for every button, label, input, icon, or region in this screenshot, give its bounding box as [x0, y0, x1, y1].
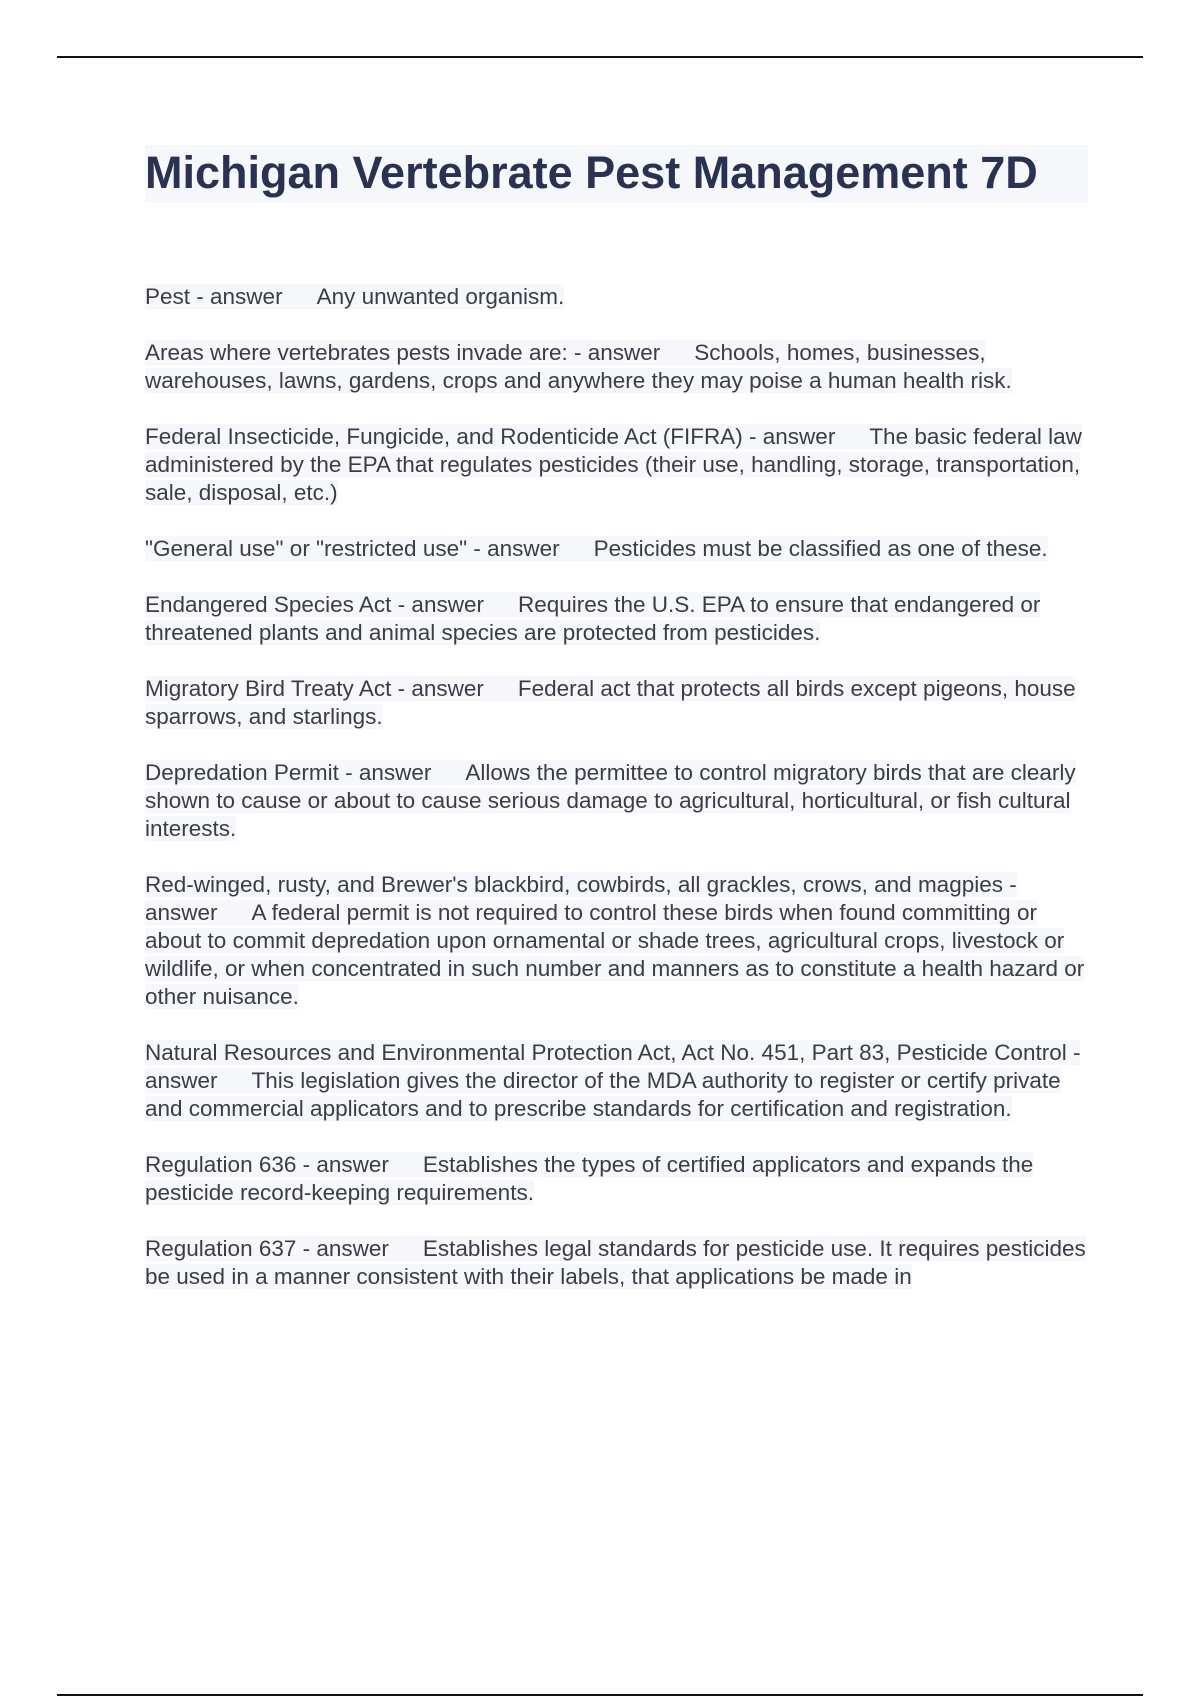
qa-item [145, 339, 1088, 395]
qa-item [145, 759, 1088, 843]
qa-separator: - answer [567, 340, 661, 365]
qa-term: Areas where vertebrates pests invade are: [145, 340, 568, 365]
qa-separator: - answer [742, 424, 836, 449]
qa-term: Depredation Permit [145, 760, 339, 785]
qa-item [145, 591, 1088, 647]
qa-term: Regulation 637 [145, 1236, 297, 1261]
qa-separator: - answer [338, 760, 432, 785]
qa-list [145, 283, 1088, 1291]
qa-term: "General use" or "restricted use" [145, 536, 468, 561]
page-bottom-rule [57, 1694, 1143, 1696]
qa-answer: Establishes the types of certified applicators and expands the pesticide record-keeping requirements. [145, 1152, 1034, 1205]
qa-answer: Any unwanted organism. [316, 284, 565, 309]
document-body [145, 145, 1088, 1319]
qa-term: Endangered Species Act [145, 592, 392, 617]
qa-separator: - answer [391, 676, 484, 701]
qa-answer: Allows the permittee to control migratory birds that are clearly shown to cause or about to cause serious damage to agricultural, horticultural, or fish cultural interests. [145, 760, 1076, 841]
qa-answer: Pesticides must be classified as one of these. [593, 536, 1048, 561]
qa-answer: This legislation gives the director of the MDA authority to register or certify private and commercial applicators and to prescribe standards for certification and registration. [145, 1068, 1061, 1121]
qa-term: Red-winged, rusty, and Brewer's blackbird, cowbirds, all grackles, crows, and magpies [145, 872, 1003, 897]
qa-item [145, 1235, 1088, 1291]
qa-answer: A federal permit is not required to control these birds when found committing or about to commit depredation upon ornamental or shade trees, agricultural crops, livestock or wildlife, or when concentrated in such number and manners as to constitute a health hazard or other nuisance. [145, 900, 1085, 1009]
qa-term: Natural Resources and Environmental Protection Act, Act No. 451, Part 83, Pesticide Control [145, 1040, 1067, 1065]
title-block [145, 145, 1088, 203]
qa-item [145, 675, 1088, 731]
qa-answer: Federal act that protects all birds except pigeons, house sparrows, and starlings. [145, 676, 1076, 729]
qa-separator: - answer [145, 1040, 1081, 1093]
qa-item [145, 423, 1088, 507]
qa-separator: - answer [296, 1236, 389, 1261]
qa-item [145, 283, 1088, 311]
qa-answer: Schools, homes, businesses, warehouses, lawns, gardens, crops and anywhere they may poise a human health risk. [145, 340, 1012, 393]
qa-term: Regulation 636 [145, 1152, 297, 1177]
qa-term: Migratory Bird Treaty Act [145, 676, 392, 701]
qa-answer: Establishes legal standards for pesticide use. It requires pesticides be used in a manner consistent with their labels, that applications be made in [145, 1236, 1086, 1289]
qa-term: Federal Insecticide, Fungicide, and Rodenticide Act (FIFRA) [145, 424, 743, 449]
qa-separator: - answer [296, 1152, 389, 1177]
qa-term: Pest [145, 284, 191, 309]
qa-separator: - answer [467, 536, 560, 561]
page-top-rule [57, 56, 1143, 58]
qa-item [145, 1039, 1088, 1123]
qa-item [145, 871, 1088, 1011]
qa-item [145, 535, 1088, 563]
qa-separator: - answer [190, 284, 283, 309]
qa-item [145, 1151, 1088, 1207]
qa-answer: The basic federal law administered by the EPA that regulates pesticides (their use, handling, storage, transportation, sale, disposal, etc.) [145, 424, 1082, 505]
qa-separator: - answer [145, 872, 1017, 925]
qa-answer: Requires the U.S. EPA to ensure that endangered or threatened plants and animal species are protected from pesticides. [145, 592, 1041, 645]
page-title: Michigan Vertebrate Pest Management 7D [145, 147, 1038, 198]
qa-separator: - answer [391, 592, 484, 617]
